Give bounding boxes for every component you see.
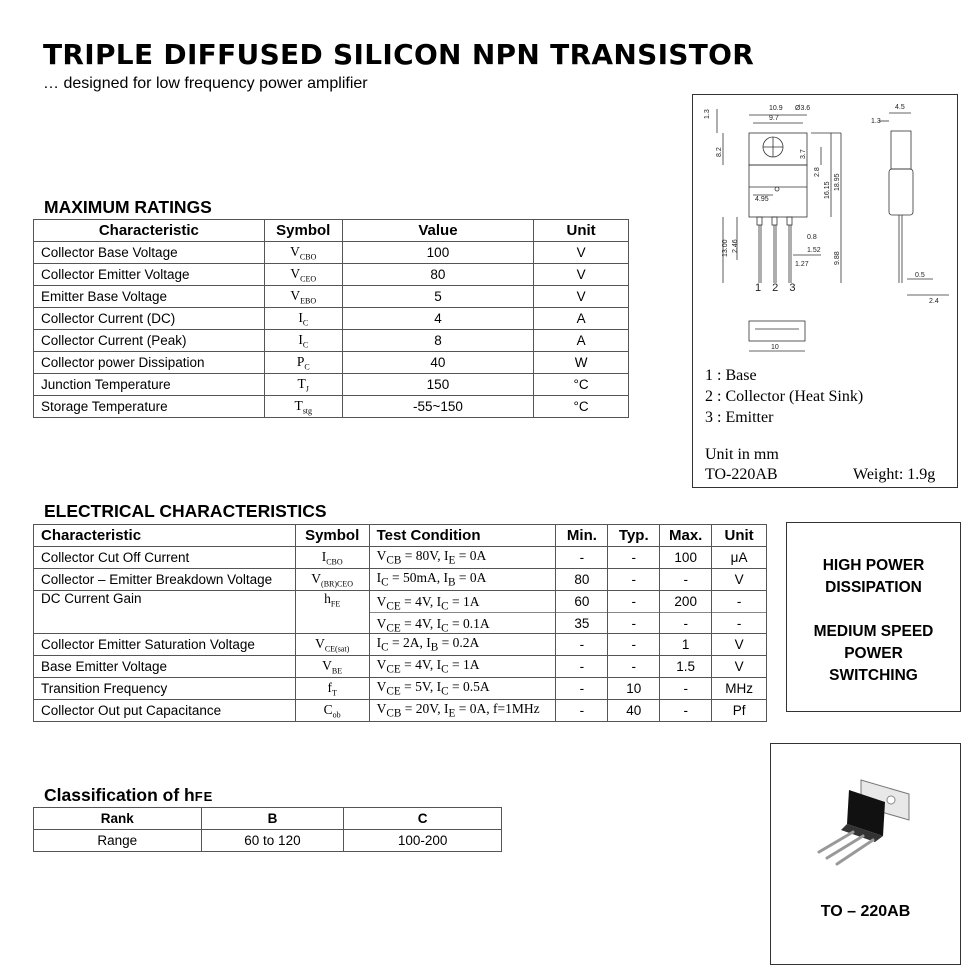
min-cell: - — [556, 700, 608, 722]
symbol-subscript: FE — [330, 599, 341, 609]
dim-label: 8.2 — [716, 147, 723, 157]
table-row — [34, 352, 629, 374]
symbol-cell — [295, 678, 369, 700]
dim-label: 1.27 — [795, 261, 809, 268]
unit-cell: V — [534, 264, 629, 286]
dim-label: 18.95 — [834, 173, 841, 191]
classification-heading — [44, 785, 213, 806]
electrical-characteristics-table — [33, 524, 767, 722]
dim-label: 16.15 — [824, 181, 831, 199]
table-row — [34, 308, 629, 330]
symbol-subscript: C — [304, 362, 310, 372]
unit-cell: W — [534, 352, 629, 374]
table-row — [34, 547, 767, 569]
side-view-body — [889, 169, 913, 215]
symbol-subscript: CBO — [326, 557, 343, 567]
symbol-subscript: C — [302, 318, 309, 328]
symbol-subscript: C — [302, 340, 309, 350]
symbol-letter: I — [321, 548, 327, 564]
unit-cell — [712, 591, 767, 634]
value-cell: 80 — [342, 264, 533, 286]
max-cell: - — [660, 678, 712, 700]
condition-line: $V_{CE} = 4V$, $I_C = 0.1A$ — [370, 612, 556, 633]
symbol-letter: V — [290, 287, 301, 303]
feature-line: MEDIUM SPEED — [813, 623, 934, 640]
symbol-cell — [295, 591, 369, 634]
table-cell: Range — [34, 830, 202, 852]
symbol-subscript: ob — [332, 710, 341, 720]
min-cell: - — [556, 547, 608, 569]
min-cell: - — [556, 634, 608, 656]
symbol-letter: V — [290, 243, 300, 259]
pin-collector: 2 : Collector (Heat Sink) — [705, 388, 864, 405]
package-photo-panel — [770, 743, 961, 965]
symbol-cell — [264, 286, 342, 308]
pin-list — [705, 365, 863, 428]
col-header: Symbol — [295, 525, 369, 547]
typ-cell: - — [608, 656, 660, 678]
col-header: B — [201, 808, 344, 830]
dim-label: 4.95 — [755, 196, 769, 203]
unit-cell: MHz — [712, 678, 767, 700]
col-header: C — [344, 808, 502, 830]
characteristic-cell: Collector Out put Capacitance — [34, 700, 296, 722]
unit-cell: A — [534, 308, 629, 330]
max-cell: 1.5 — [660, 656, 712, 678]
table-row — [34, 374, 629, 396]
value-cell: 100 — [342, 242, 533, 264]
col-header: Typ. — [608, 525, 660, 547]
symbol-letter: V — [290, 265, 301, 281]
dim-label: 1.3 — [704, 109, 711, 119]
unit-cell: °C — [534, 396, 629, 418]
classification-table — [33, 807, 502, 852]
symbol-cell — [264, 374, 342, 396]
symbol-subscript: stg — [302, 406, 313, 416]
dim-label: 10.9 — [769, 105, 783, 112]
unit-value: - — [736, 594, 742, 609]
typ-value: - — [608, 612, 659, 633]
col-header: Characteristic — [34, 525, 296, 547]
dim-label: 4.5 — [895, 104, 905, 111]
typ-cell: 40 — [608, 700, 660, 722]
unit-cell: °C — [534, 374, 629, 396]
characteristic-cell: Transition Frequency — [34, 678, 296, 700]
tab-outline — [749, 133, 807, 165]
symbol-subscript: BE — [331, 666, 343, 676]
characteristic-cell: Collector Emitter Saturation Voltage — [34, 634, 296, 656]
min-cell: - — [556, 656, 608, 678]
col-header: Symbol — [264, 220, 342, 242]
unit-cell: Pf — [712, 700, 767, 722]
max-value: 200 — [674, 594, 697, 609]
max-ratings-table — [33, 219, 629, 418]
package-name: TO-220AB — [705, 466, 778, 483]
max-cell: - — [660, 700, 712, 722]
unit-label: Unit in mm — [705, 446, 779, 463]
characteristic-cell: Collector Emitter Voltage — [34, 264, 265, 286]
pin-base: 1 : Base — [705, 367, 757, 384]
value-cell: 4 — [342, 308, 533, 330]
symbol-letter: h — [324, 591, 331, 606]
table-row — [34, 330, 629, 352]
max-cell: 1 — [660, 634, 712, 656]
unit-cell: V — [534, 286, 629, 308]
characteristic-cell: Collector power Dissipation — [34, 352, 265, 374]
col-header: Characteristic — [34, 220, 265, 242]
table-header-row — [34, 220, 629, 242]
table-row — [34, 396, 629, 418]
col-header: Unit — [712, 525, 767, 547]
value-cell: 8 — [342, 330, 533, 352]
value-cell: -55~150 — [342, 396, 533, 418]
table-row — [34, 591, 767, 634]
electrical-heading: ELECTRICAL CHARACTERISTICS — [44, 501, 327, 521]
dim-label: 2.4 — [929, 298, 939, 305]
min-cell — [556, 591, 608, 634]
symbol-cell — [264, 396, 342, 418]
dim-label: 1.3 — [871, 118, 881, 125]
dim-label: 13.00 — [722, 239, 729, 257]
col-header: Unit — [534, 220, 629, 242]
symbol-cell — [264, 264, 342, 286]
max-cell: - — [660, 569, 712, 591]
bottom-view — [749, 321, 805, 341]
symbol-letter: V — [315, 635, 325, 651]
document-subtitle: … designed for low frequency power amplifier — [43, 75, 368, 92]
unit-cell: A — [534, 330, 629, 352]
dim-label: 3.7 — [800, 149, 807, 159]
unit-cell: μA — [712, 547, 767, 569]
table-row — [34, 678, 767, 700]
min-value: 35 — [556, 612, 607, 633]
symbol-subscript: T — [331, 688, 337, 698]
symbol-cell — [295, 547, 369, 569]
feature-line: POWER — [844, 645, 903, 662]
classification-heading-sub: FE — [194, 789, 214, 804]
symbol-subscript: J — [305, 384, 309, 394]
condition-cell: $V_{CE} = 4V$, $I_C = 1A$ — [369, 656, 556, 678]
dim-label: Ø3.6 — [795, 105, 811, 112]
characteristic-cell: DC Current Gain — [34, 591, 296, 634]
table-row — [34, 286, 629, 308]
symbol-letter: f — [327, 679, 332, 695]
symbol-letter: C — [323, 701, 333, 717]
dim-label: 9.88 — [834, 251, 841, 265]
max-value: - — [660, 612, 711, 633]
symbol-cell — [264, 330, 342, 352]
table-row — [34, 634, 767, 656]
symbol-letter: T — [297, 375, 306, 391]
unit-cell: V — [712, 656, 767, 678]
pin-numbers: 1 2 3 — [755, 282, 800, 294]
table-row — [34, 700, 767, 722]
symbol-cell — [264, 242, 342, 264]
characteristic-cell: Storage Temperature — [34, 396, 265, 418]
dim-label: 1.52 — [807, 247, 821, 254]
condition-cell — [369, 591, 556, 634]
unit-value: - — [712, 612, 766, 633]
symbol-letter: I — [298, 309, 303, 325]
col-header: Max. — [660, 525, 712, 547]
col-header: Value — [342, 220, 533, 242]
symbol-subscript: CE(sat) — [324, 644, 350, 654]
characteristic-cell: Emitter Base Voltage — [34, 286, 265, 308]
photo-package-label: TO – 220AB — [820, 903, 911, 920]
document-title: TRIPLE DIFFUSED SILICON NPN TRANSISTOR — [43, 38, 755, 71]
typ-cell — [608, 591, 660, 634]
symbol-cell — [295, 569, 369, 591]
table-header-row — [34, 808, 502, 830]
typ-cell: - — [608, 569, 660, 591]
pin-emitter: 3 : Emitter — [705, 409, 774, 426]
characteristic-cell: Collector Base Voltage — [34, 242, 265, 264]
side-view-tab — [891, 131, 911, 169]
symbol-cell — [295, 634, 369, 656]
classification-heading-main: Classification of h — [44, 785, 195, 805]
symbol-cell — [295, 656, 369, 678]
dim-label: 2.46 — [732, 239, 739, 253]
table-row — [34, 264, 629, 286]
feature-line: HIGH POWER — [822, 557, 925, 574]
dim-label: 10 — [771, 344, 779, 351]
condition-cell: $V_{CB} = 20V$, $I_E = 0A$, f=1MHz — [369, 700, 556, 722]
symbol-letter: I — [298, 331, 303, 347]
typ-cell: - — [608, 547, 660, 569]
feature-line: SWITCHING — [829, 667, 918, 684]
weight-label: Weight: 1.9g — [853, 466, 936, 483]
min-cell: 80 — [556, 569, 608, 591]
symbol-subscript: EBO — [300, 296, 317, 306]
unit-cell: V — [534, 242, 629, 264]
max-cell — [660, 591, 712, 634]
table-row — [34, 656, 767, 678]
dim-label: 0.5 — [915, 272, 925, 279]
value-cell: 40 — [342, 352, 533, 374]
symbol-cell — [295, 700, 369, 722]
table-row — [34, 569, 767, 591]
characteristic-cell: Collector Current (Peak) — [34, 330, 265, 352]
features-box — [786, 522, 961, 712]
condition-cell: $V_{CE} = 5V$, $I_C = 0.5A$ — [369, 678, 556, 700]
typ-cell: - — [608, 634, 660, 656]
feature-line: DISSIPATION — [825, 579, 922, 596]
characteristic-cell: Collector – Emitter Breakdown Voltage — [34, 569, 296, 591]
min-cell: - — [556, 678, 608, 700]
table-cell: 60 to 120 — [201, 830, 344, 852]
dim-label: 2.8 — [814, 167, 821, 177]
dim-label: 0.8 — [807, 234, 817, 241]
condition-line: $V_{CE} = 4V$, $I_C = 1A$ — [376, 594, 480, 613]
symbol-letter: P — [296, 353, 305, 369]
symbol-cell — [264, 352, 342, 374]
table-header-row — [34, 525, 767, 547]
table-row — [34, 830, 502, 852]
max-ratings-heading: MAXIMUM RATINGS — [44, 197, 212, 217]
max-cell: 100 — [660, 547, 712, 569]
value-cell: 150 — [342, 374, 533, 396]
package-outline-drawing — [693, 95, 959, 365]
symbol-subscript: CBO — [299, 252, 317, 262]
unit-cell: V — [712, 569, 767, 591]
typ-cell: 10 — [608, 678, 660, 700]
unit-cell: V — [712, 634, 767, 656]
symbol-subscript: (BR)CEO — [321, 579, 354, 589]
package-drawing-panel — [692, 94, 958, 488]
dim-label: 9.7 — [769, 115, 779, 122]
col-header: Test Condition — [369, 525, 556, 547]
col-header: Rank — [34, 808, 202, 830]
condition-cell: $I_C = 2A$, $I_B = 0.2A$ — [369, 634, 556, 656]
symbol-letter: V — [311, 570, 322, 586]
value-cell: 5 — [342, 286, 533, 308]
col-header: Min. — [556, 525, 608, 547]
table-row — [34, 242, 629, 264]
transistor-package-image — [811, 772, 921, 882]
characteristic-cell: Junction Temperature — [34, 374, 265, 396]
characteristic-cell: Base Emitter Voltage — [34, 656, 296, 678]
symbol-cell — [264, 308, 342, 330]
symbol-letter: T — [294, 397, 303, 413]
characteristic-cell: Collector Current (DC) — [34, 308, 265, 330]
characteristic-cell: Collector Cut Off Current — [34, 547, 296, 569]
condition-cell: $V_{CB} = 80V$, $I_E = 0A$ — [369, 547, 556, 569]
typ-value: - — [631, 594, 637, 609]
table-cell: 100-200 — [344, 830, 502, 852]
min-value: 60 — [574, 594, 590, 609]
symbol-subscript: CEO — [300, 274, 317, 284]
symbol-letter: V — [322, 657, 332, 673]
condition-cell: $I_C = 50mA$, $I_B = 0A$ — [369, 569, 556, 591]
